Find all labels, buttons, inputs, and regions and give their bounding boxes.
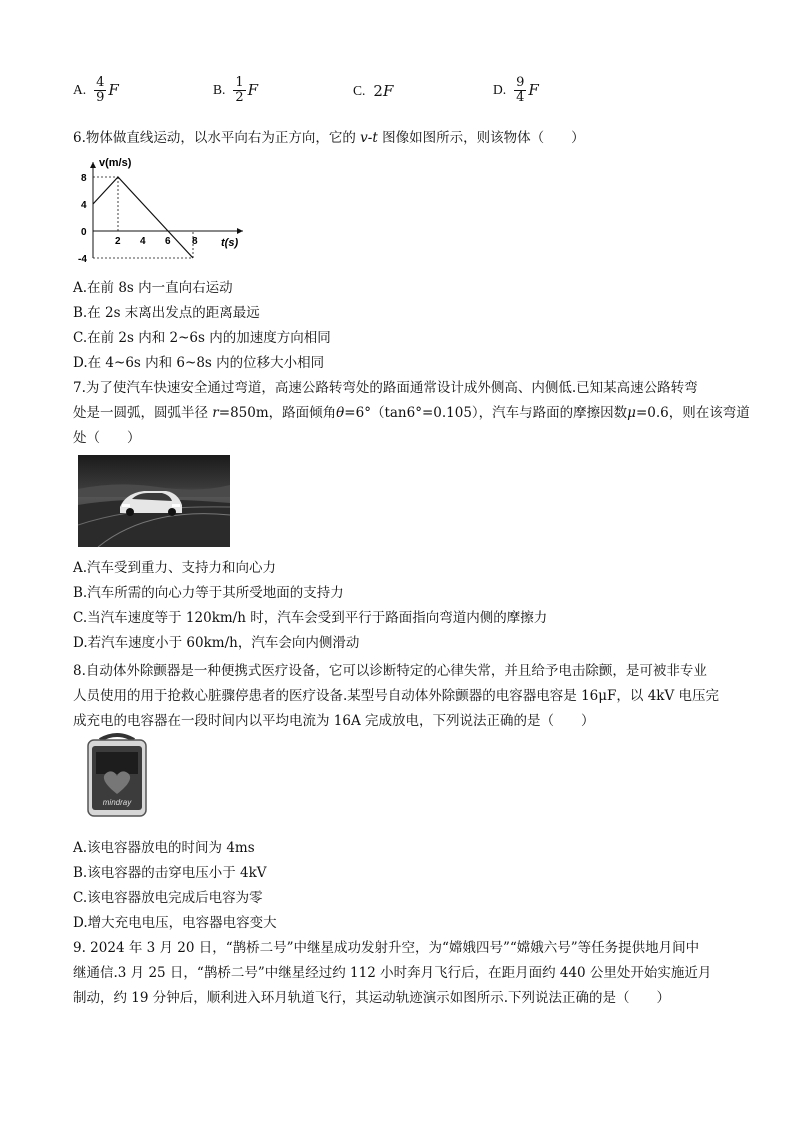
q8-stem-line-2: 人员使用的用于抢救心脏骤停患者的医疗设备.某型号自动体外除颤器的电容器电容是 16μF，以 4kV 电压完 bbox=[73, 688, 720, 704]
vt-graph bbox=[73, 150, 263, 270]
origin-label: 0 bbox=[81, 227, 87, 238]
q9-stem-line-3: 制动，约 19 分钟后，顺利进入环月轨道飞行，其运动轨迹演示如图所示.下列说法正确的是（ ） bbox=[73, 990, 671, 1006]
x-tick-labels bbox=[115, 236, 198, 247]
q6-option-a: A.在前 8s 内一直向右运动 bbox=[73, 280, 233, 296]
q8-option-d: D.增大充电电压，电容器电容变大 bbox=[73, 915, 277, 931]
y-tick-label: 8 bbox=[81, 173, 87, 184]
q6-option-c: C.在前 2s 内和 2~6s 内的加速度方向相同 bbox=[73, 330, 331, 346]
q6-option-d: D.在 4~6s 内和 6~8s 内的位移大小相同 bbox=[73, 355, 325, 371]
x-tick-label: 6 bbox=[165, 236, 171, 247]
q9-stem-line-2: 继通信.3 月 25 日，“鹊桥二号”中继星经过约 112 小时奔月飞行后，在距月面约 440 公里处开始实施近月 bbox=[73, 965, 712, 981]
option-letter: A. bbox=[73, 82, 87, 98]
fraction: $\frac{4}{9}$ bbox=[96, 75, 105, 105]
y-axis-label: v(m/s) bbox=[99, 157, 132, 169]
q7-option-b: B.汽车所需的向心力等于其所受地面的支持力 bbox=[73, 585, 344, 601]
q7-stem-line-3: 处（ ） bbox=[73, 430, 141, 446]
q5-option-d: D. $\frac{9}{4}$ F bbox=[493, 75, 539, 105]
q7-option-d: D.若汽车速度小于 60km/h，汽车会向内侧滑动 bbox=[73, 635, 360, 651]
q8-option-a: A.该电容器放电的时间为 4ms bbox=[73, 840, 255, 856]
option-letter: D. bbox=[493, 82, 507, 98]
x-tick-label: 8 bbox=[192, 236, 198, 247]
option-letter: B. bbox=[213, 82, 226, 98]
q7-stem-line-1: 7.为了使汽车快速安全通过弯道，高速公路转弯处的路面通常设计成外侧高、内侧低.已知某高速公路转弯 bbox=[73, 380, 698, 396]
y-tick-label: -4 bbox=[78, 254, 87, 265]
y-tick-label: 4 bbox=[81, 200, 87, 211]
q5-option-c: C. 2 F bbox=[353, 82, 394, 100]
q8-option-c: C.该电容器放电完成后电容为零 bbox=[73, 890, 263, 906]
q6-stem: 6.物体做直线运动，以水平向右为正方向，它的 v-t 图像如图所示，则该物体（ ） bbox=[73, 130, 585, 146]
defibrillator-photo bbox=[80, 730, 154, 822]
x-tick-label: 4 bbox=[140, 236, 146, 247]
q5-option-a: A. $\frac{4}{9}$ F bbox=[73, 75, 119, 105]
device-brand: mindray bbox=[102, 798, 132, 807]
q5-options bbox=[73, 76, 733, 110]
q7-stem-line-2: 处是一圆弧，圆弧半径 r=850m，路面倾角θ=6°（tan6°=0.105），汽车与路面的摩擦因数μ=0.6，则在该弯道 bbox=[73, 405, 750, 421]
q7-option-c: C.当汽车速度等于 120km/h 时，汽车会受到平行于路面指向弯道内侧的摩擦力 bbox=[73, 610, 548, 626]
q9-stem-line-1: 9. 2024 年 3 月 20 日，“鹊桥二号”中继星成功发射升空，为“嫦娥四号”“嫦娥六号”等任务提供地月间中 bbox=[73, 940, 700, 956]
y-tick-labels bbox=[78, 173, 87, 265]
q6-option-b: B.在 2s 末离出发点的距离最远 bbox=[73, 305, 260, 321]
q8-option-b: B.该电容器的击穿电压小于 4kV bbox=[73, 865, 267, 881]
option-letter: C. bbox=[353, 83, 366, 98]
x-tick-label: 2 bbox=[115, 236, 121, 247]
q8-stem-line-1: 8.自动体外除颤器是一种便携式医疗设备，它可以诊断特定的心律失常，并且给予电击除颤，是可被非专业 bbox=[73, 663, 707, 679]
q7-option-a: A.汽车受到重力、支持力和向心力 bbox=[73, 560, 277, 576]
x-axis-label: t(s) bbox=[221, 237, 239, 249]
fraction: $\frac{1}{2}$ bbox=[235, 75, 244, 105]
fraction: $\frac{9}{4}$ bbox=[516, 75, 525, 105]
car-photo bbox=[78, 455, 230, 547]
q5-option-b: B. $\frac{1}{2}$ F bbox=[213, 75, 259, 105]
q8-stem-line-3: 成充电的电容器在一段时间内以平均电流为 16A 完成放电，下列说法正确的是（ ） bbox=[73, 713, 595, 729]
